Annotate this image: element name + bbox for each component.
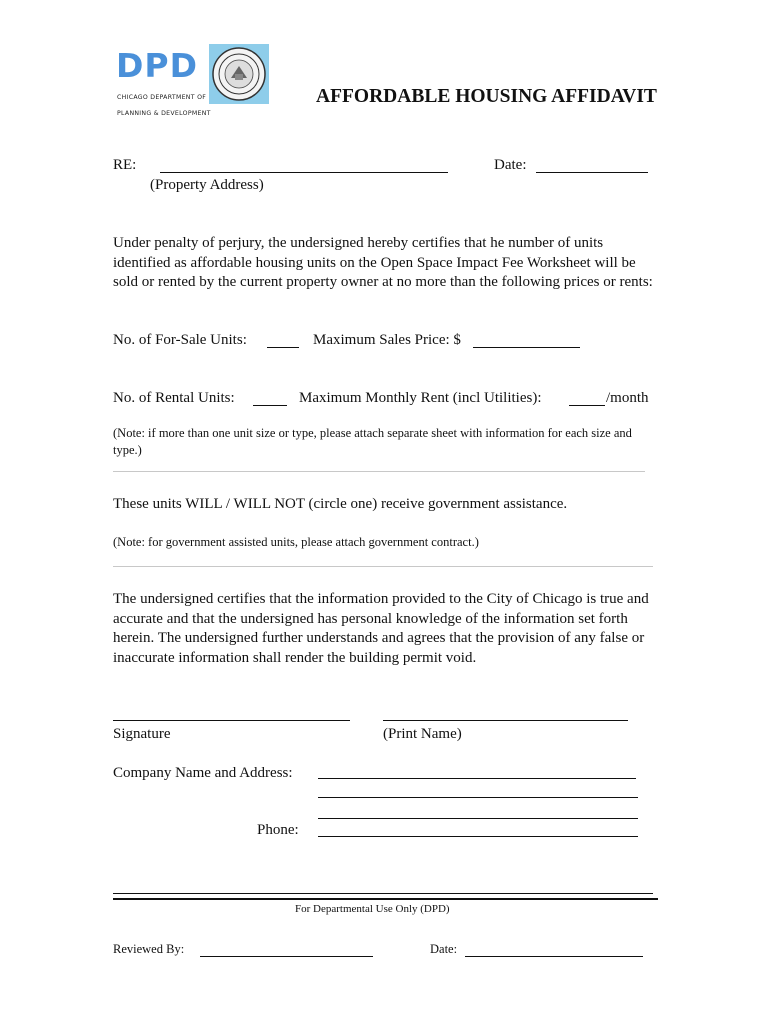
signature-label: Signature: [113, 726, 171, 742]
rental-units-label: No. of Rental Units:: [113, 390, 235, 406]
company-address-field-3[interactable]: [318, 818, 638, 819]
property-address-caption: (Property Address): [150, 177, 264, 193]
page-title: AFFORDABLE HOUSING AFFIDAVIT: [316, 86, 657, 107]
dpd-logo: DPD: [116, 46, 198, 85]
logo-subtitle-line2: PLANNING & DEVELOPMENT: [117, 110, 211, 117]
max-sales-price-label: Maximum Sales Price: $: [313, 332, 461, 348]
print-name-field[interactable]: [383, 720, 628, 721]
signature-field[interactable]: [113, 720, 350, 721]
max-monthly-rent-field[interactable]: [569, 405, 605, 406]
certification-paragraph: The undersigned certifies that the information provided to the City of Chicago is true and accurate and that the undersigned has personal knowledge of the information set forth herein. The undersigned further understands and agrees that the provision of any false or inaccurate information shall render the building permit void.: [113, 591, 649, 666]
phone-label: Phone:: [257, 822, 299, 838]
review-date-field[interactable]: [465, 956, 643, 957]
print-name-label: (Print Name): [383, 726, 462, 742]
for-sale-units-label: No. of For-Sale Units:: [113, 332, 247, 348]
dpd-logo-subtitle: [117, 86, 211, 118]
departmental-use-label: For Departmental Use Only (DPD): [295, 903, 450, 915]
rent-suffix: /month: [606, 390, 649, 406]
phone-field[interactable]: [318, 836, 638, 837]
date-label: Date:: [494, 157, 527, 173]
for-sale-units-field[interactable]: [267, 347, 299, 348]
divider-2: [113, 566, 653, 567]
company-address-field-1[interactable]: [318, 778, 636, 779]
review-date-label: Date:: [430, 942, 458, 956]
date-field[interactable]: [536, 172, 648, 173]
re-label: RE:: [113, 157, 137, 173]
note-unit-size: (Note: if more than one unit size or type, please attach separate sheet with information for each size and type.): [113, 426, 632, 457]
reviewed-by-label: Reviewed By:: [113, 942, 185, 956]
note-government-contract: (Note: for government assisted units, please attach government contract.): [113, 535, 479, 549]
max-sales-price-field[interactable]: [473, 347, 580, 348]
intro-paragraph: Under penalty of perjury, the undersigned hereby certifies that he number of units identified as affordable housing units on the Open Space Impact Fee Worksheet will be sold or rented by the current property owner at no more than the following prices or rents:: [113, 235, 653, 291]
reviewed-by-field[interactable]: [200, 956, 373, 957]
company-address-field-2[interactable]: [318, 797, 638, 798]
rental-units-field[interactable]: [253, 405, 287, 406]
government-assistance-statement: These units WILL / WILL NOT (circle one) receive government assistance.: [113, 496, 568, 512]
property-address-field[interactable]: [160, 172, 448, 173]
logo-subtitle-line1: CHICAGO DEPARTMENT OF: [117, 94, 207, 101]
department-divider-bottom: [113, 898, 658, 900]
divider-1: [113, 471, 645, 472]
max-monthly-rent-label: Maximum Monthly Rent (incl Utilities):: [299, 390, 542, 406]
city-seal-image: [209, 44, 269, 104]
city-seal-icon: [209, 44, 269, 104]
company-name-label: Company Name and Address:: [113, 765, 293, 781]
department-divider-top: [113, 893, 653, 894]
